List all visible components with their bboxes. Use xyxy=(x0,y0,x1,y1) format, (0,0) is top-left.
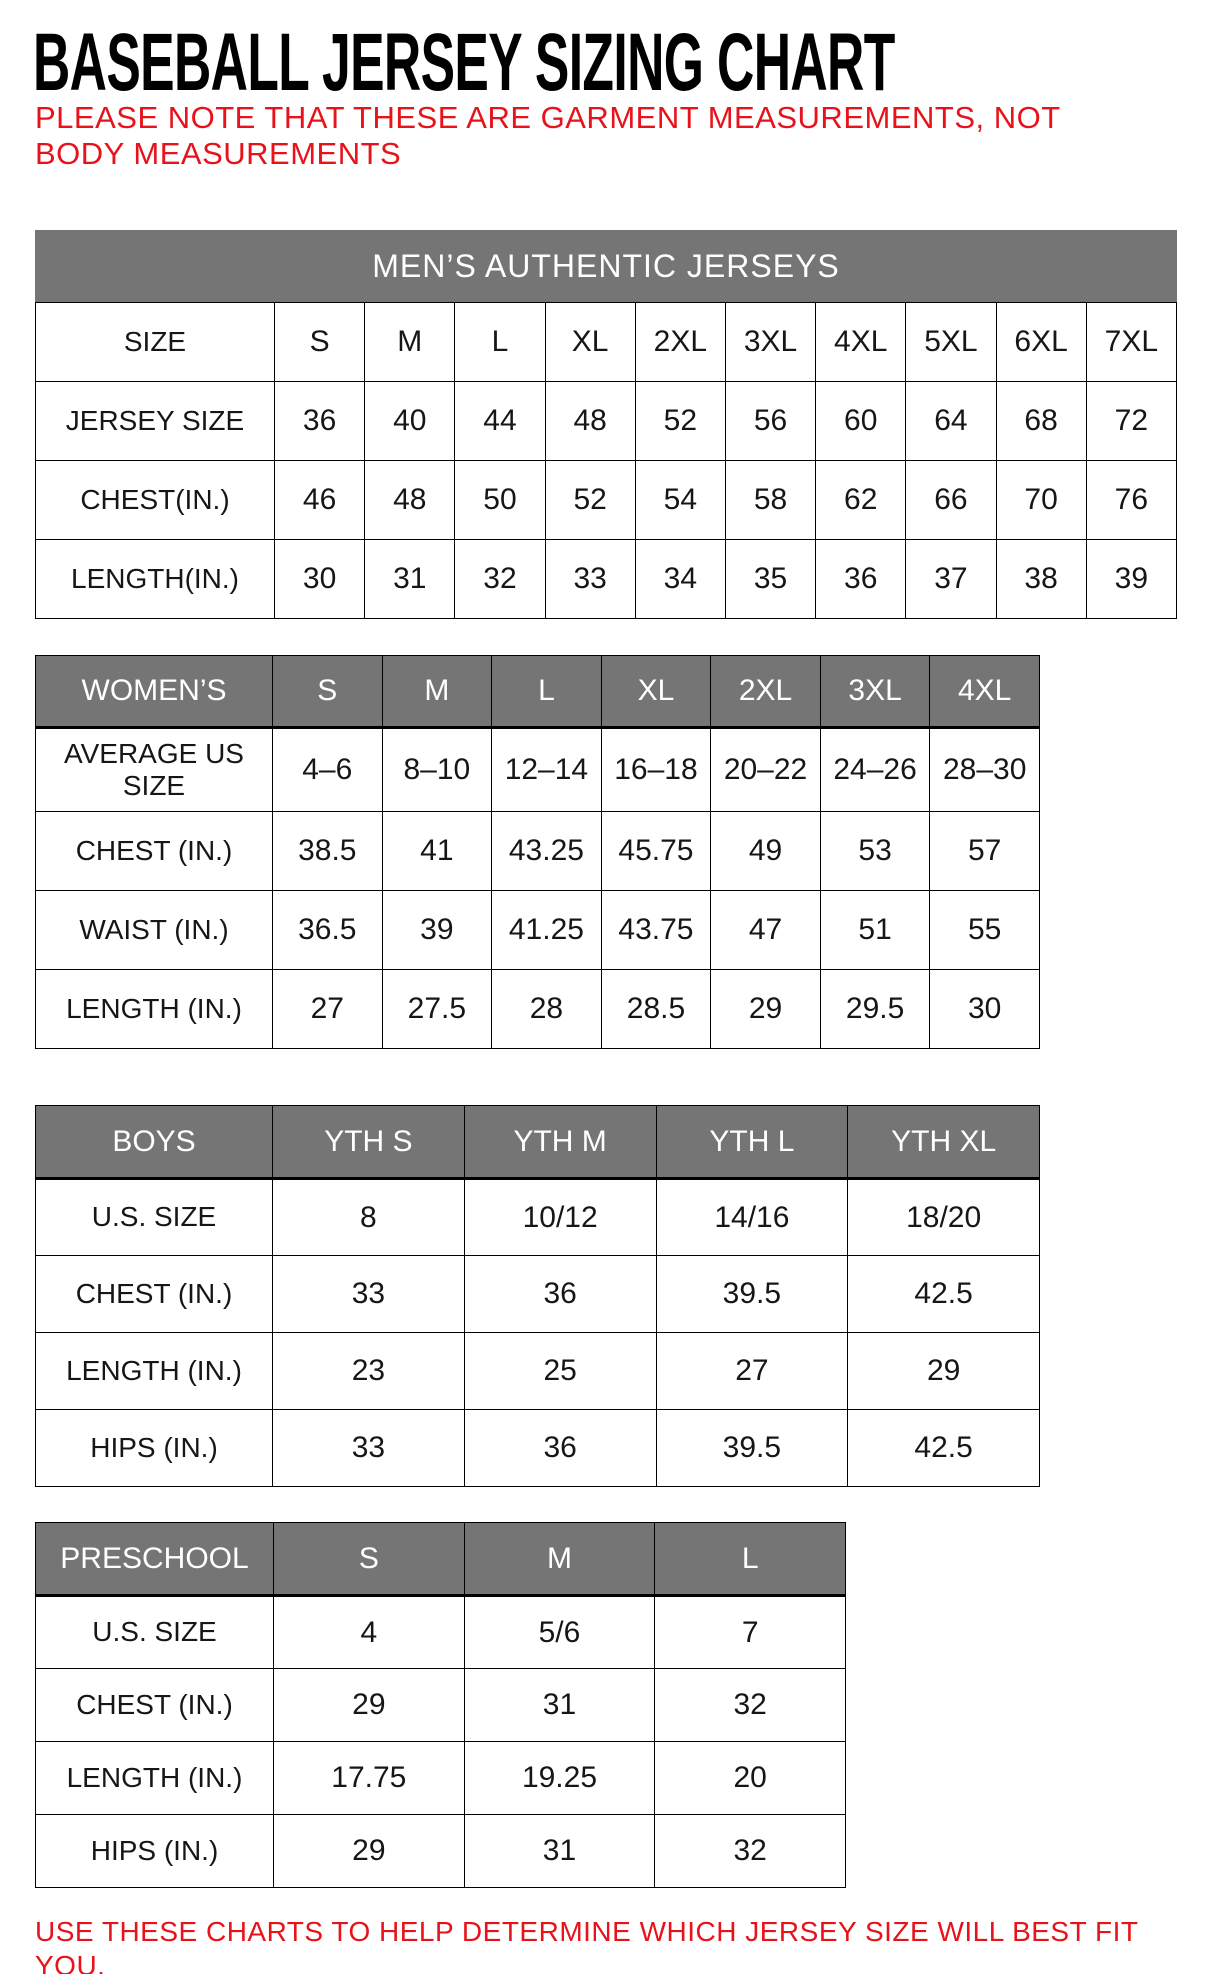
cell: 31 xyxy=(365,540,455,619)
cell: 39.5 xyxy=(656,1256,848,1333)
row-label: LENGTH(IN.) xyxy=(36,540,275,619)
womens-table xyxy=(35,655,1040,1049)
garment-measurements-note: PLEASE NOTE THAT THESE ARE GARMENT MEASUREMENTS, NOT BODY MEASUREMENTS xyxy=(35,100,1061,171)
row-label: CHEST(IN.) xyxy=(36,461,275,540)
cell: 20 xyxy=(655,1742,846,1815)
cell: 53 xyxy=(820,812,930,891)
table-row xyxy=(36,891,1040,970)
cell: 31 xyxy=(464,1669,655,1742)
cell: 32 xyxy=(655,1815,846,1888)
cell: 20–22 xyxy=(711,728,821,812)
cell: 23 xyxy=(273,1333,465,1410)
cell: XL xyxy=(545,303,635,382)
cell: 52 xyxy=(635,382,725,461)
cell: 4 xyxy=(274,1596,465,1669)
womens-header-cell: 3XL xyxy=(820,656,930,728)
cell: 60 xyxy=(816,382,906,461)
table-row xyxy=(36,812,1040,891)
cell: 36 xyxy=(464,1410,656,1487)
mens-size-grid xyxy=(35,302,1177,619)
cell: 37 xyxy=(906,540,996,619)
cell: 8 xyxy=(273,1179,465,1256)
cell: 36 xyxy=(464,1256,656,1333)
cell: 46 xyxy=(275,461,365,540)
boys-size-grid xyxy=(35,1105,1040,1487)
mens-table xyxy=(35,230,1177,619)
cell: 57 xyxy=(930,812,1040,891)
cell: 42.5 xyxy=(848,1256,1040,1333)
cell: 72 xyxy=(1086,382,1176,461)
preschool-header-cell: PRESCHOOL xyxy=(36,1523,274,1596)
table-row xyxy=(36,303,1177,382)
womens-header-cell: 4XL xyxy=(930,656,1040,728)
row-label: CHEST (IN.) xyxy=(36,1669,274,1742)
cell: 28–30 xyxy=(930,728,1040,812)
table-row xyxy=(36,1669,846,1742)
table-row xyxy=(36,1742,846,1815)
preschool-size-grid xyxy=(35,1522,846,1888)
mens-banner: MEN’S AUTHENTIC JERSEYS xyxy=(35,230,1177,302)
cell: 70 xyxy=(996,461,1086,540)
cell: 62 xyxy=(816,461,906,540)
row-label: CHEST (IN.) xyxy=(36,812,273,891)
cell: 41 xyxy=(382,812,492,891)
cell: 31 xyxy=(464,1815,655,1888)
cell: 32 xyxy=(655,1669,846,1742)
cell: 29 xyxy=(848,1333,1040,1410)
cell: 17.75 xyxy=(274,1742,465,1815)
cell: 30 xyxy=(275,540,365,619)
row-label: SIZE xyxy=(36,303,275,382)
cell: 41.25 xyxy=(492,891,602,970)
womens-header-cell: S xyxy=(273,656,383,728)
boys-table xyxy=(35,1105,1040,1487)
table-header-row xyxy=(36,1523,846,1596)
cell: 51 xyxy=(820,891,930,970)
cell: 68 xyxy=(996,382,1086,461)
row-label: LENGTH (IN.) xyxy=(36,1742,274,1815)
cell: 39 xyxy=(1086,540,1176,619)
cell: 43.25 xyxy=(492,812,602,891)
cell: 42.5 xyxy=(848,1410,1040,1487)
cell: 29 xyxy=(711,970,821,1049)
table-row xyxy=(36,728,1040,812)
table-row xyxy=(36,1256,1040,1333)
cell: 33 xyxy=(545,540,635,619)
table-row xyxy=(36,1815,846,1888)
row-label: U.S. SIZE xyxy=(36,1596,274,1669)
boys-header-cell: BOYS xyxy=(36,1106,273,1179)
cell: 45.75 xyxy=(601,812,711,891)
womens-header-cell: XL xyxy=(601,656,711,728)
cell: 56 xyxy=(725,382,815,461)
row-label: HIPS (IN.) xyxy=(36,1815,274,1888)
table-header-row xyxy=(36,1106,1040,1179)
table-row xyxy=(36,970,1040,1049)
cell: 76 xyxy=(1086,461,1176,540)
cell: 43.75 xyxy=(601,891,711,970)
cell: 27 xyxy=(273,970,383,1049)
womens-header-cell: 2XL xyxy=(711,656,821,728)
table-header-row xyxy=(36,656,1040,728)
cell: 64 xyxy=(906,382,996,461)
cell: 33 xyxy=(273,1410,465,1487)
table-row xyxy=(36,461,1177,540)
table-row xyxy=(36,1179,1040,1256)
row-label: CHEST (IN.) xyxy=(36,1256,273,1333)
table-row xyxy=(36,1596,846,1669)
cell: 39.5 xyxy=(656,1410,848,1487)
cell: 14/16 xyxy=(656,1179,848,1256)
cell: 4XL xyxy=(816,303,906,382)
cell: 49 xyxy=(711,812,821,891)
table-row xyxy=(36,1333,1040,1410)
cell: 7XL xyxy=(1086,303,1176,382)
cell: 55 xyxy=(930,891,1040,970)
cell: 52 xyxy=(545,461,635,540)
cell: 38 xyxy=(996,540,1086,619)
cell: S xyxy=(275,303,365,382)
cell: 4–6 xyxy=(273,728,383,812)
cell: 10/12 xyxy=(464,1179,656,1256)
cell: 34 xyxy=(635,540,725,619)
cell: 2XL xyxy=(635,303,725,382)
cell: 36 xyxy=(275,382,365,461)
page-title: BASEBALL JERSEY SIZING CHART xyxy=(33,17,895,108)
row-label: HIPS (IN.) xyxy=(36,1410,273,1487)
cell: 32 xyxy=(455,540,545,619)
cell: 36 xyxy=(816,540,906,619)
cell: 24–26 xyxy=(820,728,930,812)
womens-header-cell: L xyxy=(492,656,602,728)
cell: L xyxy=(455,303,545,382)
cell: 3XL xyxy=(725,303,815,382)
cell: 6XL xyxy=(996,303,1086,382)
cell: 66 xyxy=(906,461,996,540)
cell: 29.5 xyxy=(820,970,930,1049)
cell: 27.5 xyxy=(382,970,492,1049)
cell: 12–14 xyxy=(492,728,602,812)
cell: 5XL xyxy=(906,303,996,382)
cell: 8–10 xyxy=(382,728,492,812)
cell: 48 xyxy=(365,461,455,540)
row-label: U.S. SIZE xyxy=(36,1179,273,1256)
cell: 39 xyxy=(382,891,492,970)
cell: 58 xyxy=(725,461,815,540)
boys-header-cell: YTH S xyxy=(273,1106,465,1179)
cell: 50 xyxy=(455,461,545,540)
row-label: LENGTH (IN.) xyxy=(36,1333,273,1410)
boys-header-cell: YTH L xyxy=(656,1106,848,1179)
cell: 30 xyxy=(930,970,1040,1049)
cell: 5/6 xyxy=(464,1596,655,1669)
table-row xyxy=(36,540,1177,619)
cell: 29 xyxy=(274,1669,465,1742)
cell: 38.5 xyxy=(273,812,383,891)
cell: 18/20 xyxy=(848,1179,1040,1256)
cell: 28 xyxy=(492,970,602,1049)
preschool-header-cell: L xyxy=(655,1523,846,1596)
boys-header-cell: YTH M xyxy=(464,1106,656,1179)
cell: 16–18 xyxy=(601,728,711,812)
table-row xyxy=(36,382,1177,461)
cell: 28.5 xyxy=(601,970,711,1049)
cell: 19.25 xyxy=(464,1742,655,1815)
boys-header-cell: YTH XL xyxy=(848,1106,1040,1179)
row-label: AVERAGE US SIZE xyxy=(36,728,273,812)
cell: 44 xyxy=(455,382,545,461)
womens-header-cell: WOMEN’S xyxy=(36,656,273,728)
cell: 27 xyxy=(656,1333,848,1410)
cell: 47 xyxy=(711,891,821,970)
row-label: LENGTH (IN.) xyxy=(36,970,273,1049)
cell: 33 xyxy=(273,1256,465,1333)
footer-note: USE THESE CHARTS TO HELP DETERMINE WHICH JERSEY SIZE WILL BEST FIT YOU. xyxy=(35,1916,1138,1974)
cell: 36.5 xyxy=(273,891,383,970)
cell: 54 xyxy=(635,461,725,540)
preschool-table xyxy=(35,1522,846,1888)
row-label: JERSEY SIZE xyxy=(36,382,275,461)
cell: 48 xyxy=(545,382,635,461)
table-row xyxy=(36,1410,1040,1487)
womens-size-grid xyxy=(35,655,1040,1049)
cell: 35 xyxy=(725,540,815,619)
preschool-header-cell: S xyxy=(274,1523,465,1596)
cell: 25 xyxy=(464,1333,656,1410)
row-label: WAIST (IN.) xyxy=(36,891,273,970)
cell: M xyxy=(365,303,455,382)
womens-header-cell: M xyxy=(382,656,492,728)
cell: 29 xyxy=(274,1815,465,1888)
cell: 7 xyxy=(655,1596,846,1669)
cell: 40 xyxy=(365,382,455,461)
preschool-header-cell: M xyxy=(464,1523,655,1596)
